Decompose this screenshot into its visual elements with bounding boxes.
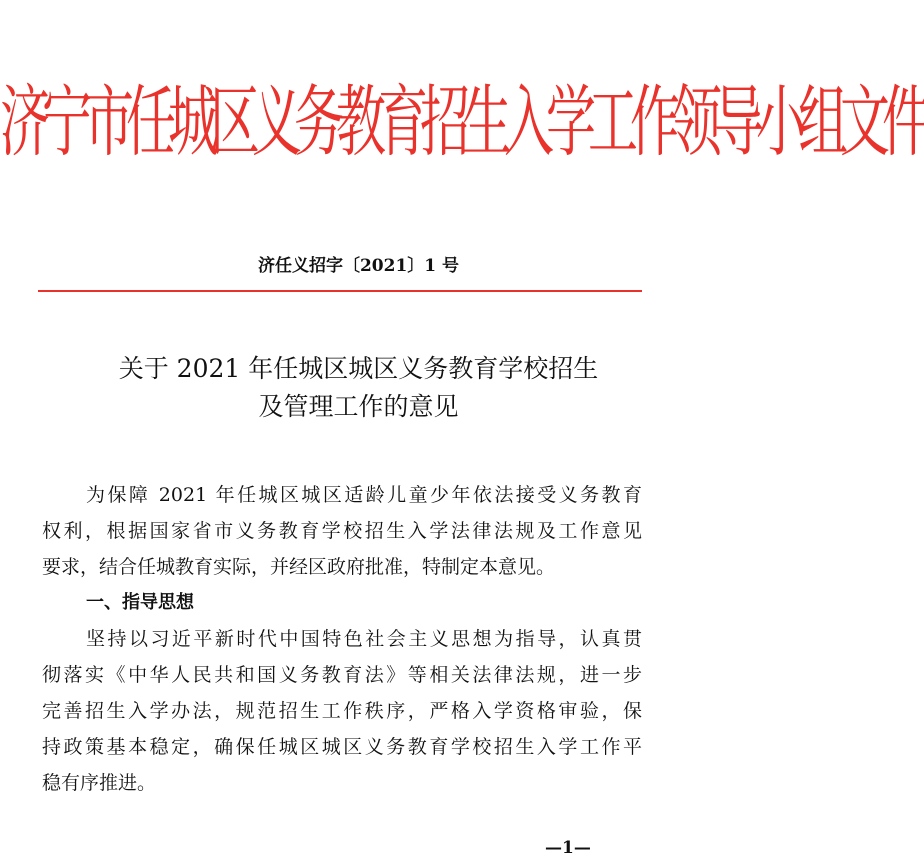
section-heading-guiding-ideology: 一、指导思想: [86, 592, 194, 613]
paragraph-2-line-1: 坚持以习近平新时代中国特色社会主义思想为指导，认真贯: [86, 628, 642, 650]
red-divider-line: [38, 290, 642, 292]
document-title-line-2: 及管理工作的意见: [258, 392, 459, 421]
paragraph-2-line-5: 稳有序推进。: [42, 772, 157, 794]
document-number: 济任义招字〔2021〕1 号: [257, 256, 460, 276]
red-header-title-text: 济宁市任城区义务教育招生入学工作领导小组文件: [0, 77, 924, 167]
paragraph-1-line-1: 为保障 2021 年任城区城区适龄儿童少年依法接受义务教育: [86, 484, 642, 506]
paragraph-2-line-4: 持政策基本稳定，确保任城区城区义务教育学校招生入学工作平: [42, 736, 642, 758]
document-title: [0, 350, 717, 426]
paragraph-1-line-3: 要求，结合任城教育实际，并经区政府批准，特制定本意见。: [42, 556, 556, 578]
document-title-line-1: 关于 2021 年任城区城区义务教育学校招生: [118, 354, 599, 383]
paragraph-2-line-3: 完善招生入学办法，规范招生工作秩序，严格入学资格审验，保: [42, 700, 642, 722]
paragraph-2-line-2: 彻落实《中华人民共和国义务教育法》等相关法律法规，进一步: [42, 664, 642, 686]
document-body: [42, 477, 642, 801]
paragraph-1-line-2: 权利，根据国家省市义务教育学校招生入学法律法规及工作意见: [42, 520, 642, 542]
page-number: —1—: [545, 838, 591, 858]
red-header-title: [0, 62, 924, 182]
